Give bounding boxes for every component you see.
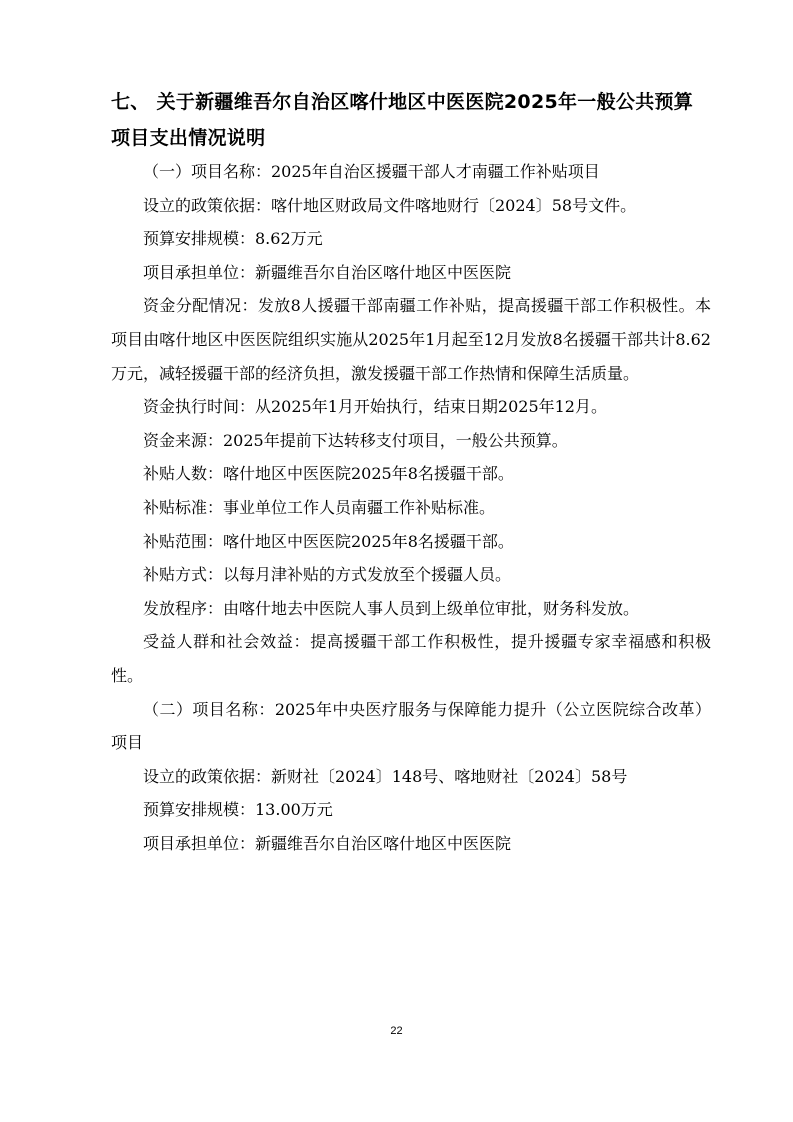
paragraph-execution-time: 资金执行时间：从2025年1月开始执行，结束日期2025年12月。 — [143, 397, 607, 417]
paragraph-project-1-name: （一）项目名称：2025年自治区援疆干部人才南疆工作补贴项目 — [143, 162, 600, 181]
paragraph-fund-source: 资金来源：2025年提前下达转移支付项目，一般公共预算。 — [143, 430, 568, 450]
paragraph-budget-scale-2: 预算安排规模：13.00万元 — [143, 800, 333, 820]
paragraph-subsidy-standard: 补贴标准：事业单位工作人员南疆工作补贴标准。 — [143, 497, 496, 517]
paragraph-policy-basis-2: 设立的政策依据：新财社〔2024〕148号、喀地财社〔2024〕58号 — [143, 766, 628, 786]
paragraph-subsidy-method: 补贴方式：以每月津补贴的方式发放至个援疆人员。 — [143, 565, 512, 585]
paragraph-subsidy-scope: 补贴范围：喀什地区中医医院2025年8名援疆干部。 — [143, 531, 514, 551]
document-body — [111, 155, 711, 860]
paragraph-subsidy-count: 补贴人数：喀什地区中医医院2025年8名援疆干部。 — [143, 464, 514, 484]
paragraph-budget-scale: 预算安排规模：8.62万元 — [143, 229, 323, 249]
paragraph-responsible-unit: 项目承担单位：新疆维吾尔自治区喀什地区中医医院 — [143, 262, 512, 282]
paragraph-fund-allocation: 资金分配情况：发放8人援疆干部南疆工作补贴，提高援疆干部工作积极性。本项目由喀什地区中医医院组织实施从2025年1月起至12月发放8名援疆干部共计8.62万元，减轻援疆干部的经济负担，激发援疆干部工作热情和保障生活质量。 — [111, 296, 711, 383]
paragraph-policy-basis: 设立的政策依据：喀什地区财政局文件喀地财行〔2024〕58号文件。 — [143, 195, 637, 215]
paragraph-responsible-unit-2: 项目承担单位：新疆维吾尔自治区喀什地区中医医院 — [143, 833, 512, 853]
paragraph-issuance-procedure: 发放程序：由喀什地去中医院人事人员到上级单位审批，财务科发放。 — [143, 598, 640, 618]
paragraph-project-2-name: （二）项目名称：2025年中央医疗服务与保障能力提升（公立医院综合改革）项目 — [111, 699, 711, 753]
section-heading: 七、 关于新疆维吾尔自治区喀什地区中医医院2025年一般公共预算项目支出情况说明 — [111, 91, 694, 149]
page-number: 22 — [390, 1025, 403, 1037]
paragraph-beneficiaries: 受益人群和社会效益：提高援疆干部工作积极性，提升援疆专家幸福感和积极性。 — [111, 632, 711, 685]
